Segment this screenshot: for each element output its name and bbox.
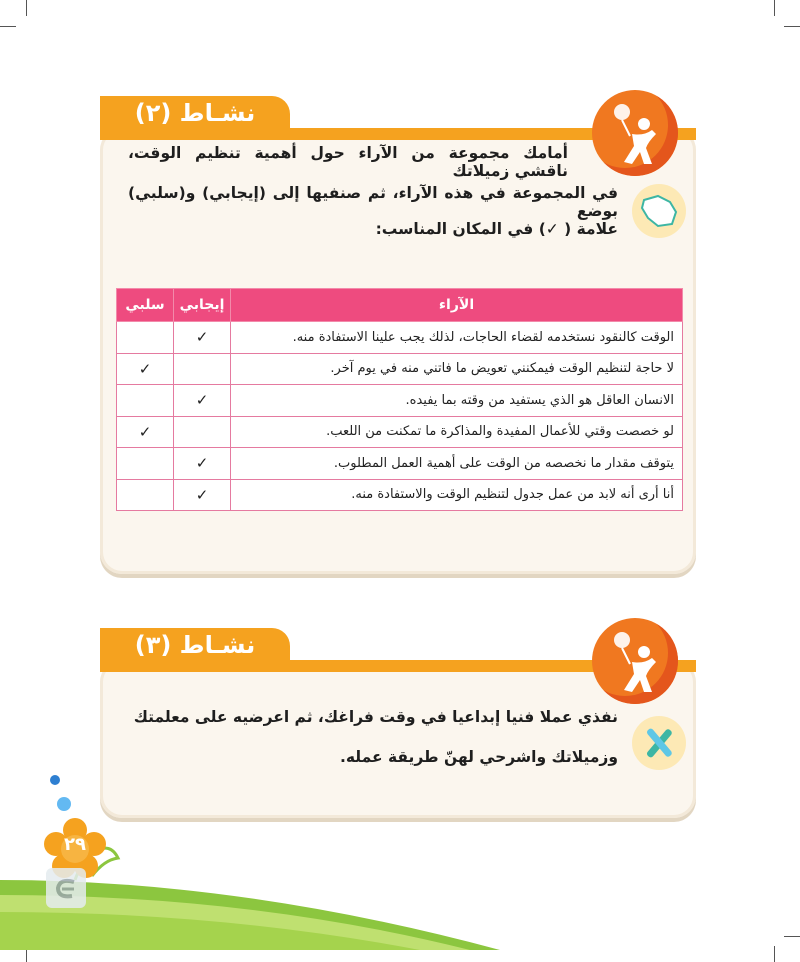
activity-3-instruction-line-1: نفذي عملا فنيا إبداعيا في وقت فراغك، ثم اعرضيه على معلمتك xyxy=(133,708,618,726)
crop-mark xyxy=(774,946,775,962)
activity-2-title: نشـاط (٢) xyxy=(100,96,290,130)
publisher-logo xyxy=(46,868,86,908)
page-number: ٢٩ xyxy=(64,834,86,855)
crop-mark xyxy=(26,0,27,16)
table-row xyxy=(117,353,683,385)
crop-mark xyxy=(774,0,775,16)
negative-check-cell[interactable] xyxy=(117,385,174,417)
negative-check-cell[interactable] xyxy=(117,448,174,480)
activity-2-instruction-line-2: في المجموعة في هذه الآراء، ثم صنفيها إلى (إيجابي) و(سلبي) بوضع xyxy=(128,184,618,220)
activity-2-instruction-line-3: علامة ( ✓) في المكان المناسب: xyxy=(375,220,618,238)
crossed-tools-icon xyxy=(632,716,686,770)
negative-check-cell[interactable] xyxy=(117,479,174,511)
opinions-table xyxy=(116,288,683,511)
activity-3-instruction-line-2: وزميلاتك واشرحي لهنّ طريقة عمله. xyxy=(340,748,618,766)
positive-check-cell[interactable]: ✓ xyxy=(174,385,231,417)
table-row xyxy=(117,385,683,417)
positive-check-cell[interactable]: ✓ xyxy=(174,479,231,511)
table-header-row xyxy=(117,289,683,322)
negative-check-cell[interactable]: ✓ xyxy=(117,416,174,448)
crop-mark xyxy=(26,946,27,962)
crop-mark xyxy=(0,26,16,27)
table-row xyxy=(117,416,683,448)
opinion-cell: الانسان العاقل هو الذي يستفيد من وقته بما يفيده. xyxy=(231,385,683,417)
negative-check-cell[interactable]: ✓ xyxy=(117,353,174,385)
negative-check-cell[interactable] xyxy=(117,322,174,354)
header-opinions: الآراء xyxy=(231,289,683,322)
header-negative: سلبي xyxy=(117,289,174,322)
person-balloon-emblem xyxy=(592,90,678,176)
crop-mark xyxy=(784,936,800,937)
activity-2-instruction-line-1: أمامك مجموعة من الآراء حول أهمية تنظيم الوقت، ناقشي زميلاتك xyxy=(128,144,568,180)
opinion-cell: لا حاجة لتنظيم الوقت فيمكنني تعويض ما فاتني منه في يوم آخر. xyxy=(231,353,683,385)
activity-3-title: نشـاط (٣) xyxy=(100,628,290,662)
saudi-map-icon xyxy=(632,184,686,238)
positive-check-cell[interactable]: ✓ xyxy=(174,448,231,480)
opinion-cell: الوقت كالنقود نستخدمه لقضاء الحاجات، لذلك يجب علينا الاستفادة منه. xyxy=(231,322,683,354)
positive-check-cell[interactable]: ✓ xyxy=(174,322,231,354)
table-row xyxy=(117,448,683,480)
table-row xyxy=(117,322,683,354)
opinion-cell: أنا أرى أنه لابد من عمل جدول لتنظيم الوقت والاستفادة منه. xyxy=(231,479,683,511)
table-row xyxy=(117,479,683,511)
opinion-cell: يتوقف مقدار ما نخصصه من الوقت على أهمية العمل المطلوب. xyxy=(231,448,683,480)
opinion-cell: لو خصصت وقتي للأعمال المفيدة والمذاكرة ما تمكنت من اللعب. xyxy=(231,416,683,448)
positive-check-cell[interactable] xyxy=(174,416,231,448)
person-balloon-emblem xyxy=(592,618,678,704)
positive-check-cell[interactable] xyxy=(174,353,231,385)
crop-mark xyxy=(784,26,800,27)
header-positive: إيجابي xyxy=(174,289,231,322)
